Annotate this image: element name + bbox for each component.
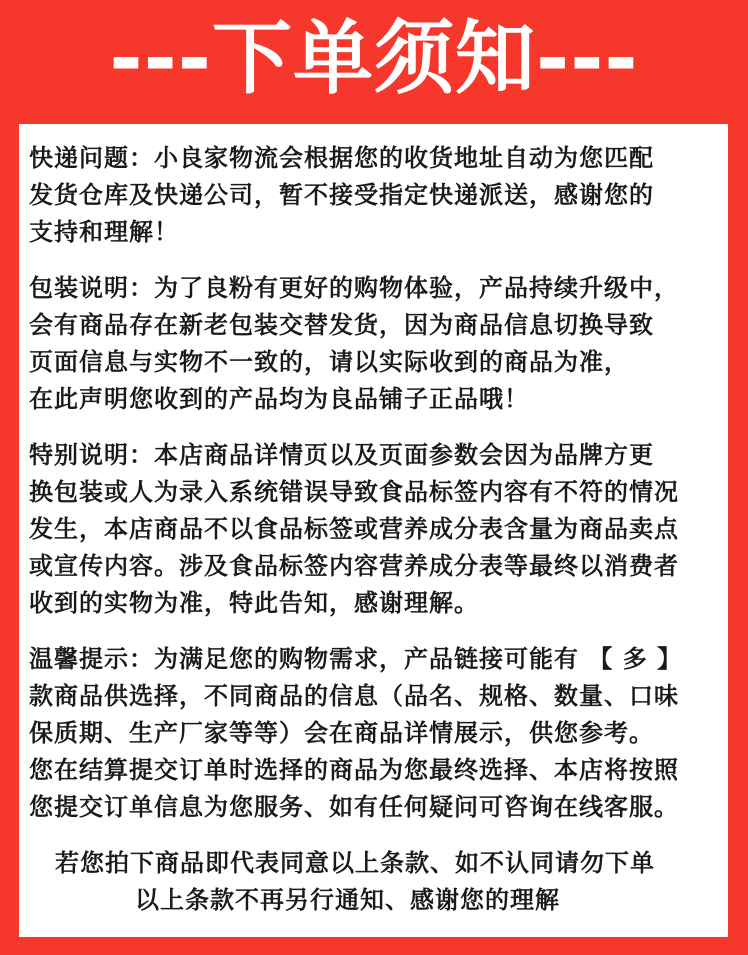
- text-line: 温馨提示：为满足您的购物需求，产品链接可能有 【 多 】: [29, 645, 683, 673]
- text-line: 特别说明：本店商品详情页以及页面参数会因为品牌方更: [29, 441, 654, 469]
- text-line: 在此声明您收到的产品均为良品铺子正品哦！: [29, 385, 529, 413]
- text-line: 支持和理解！: [29, 218, 179, 246]
- text-line: 收到的实物为准，特此告知，感谢理解。: [29, 589, 479, 617]
- text-line: 您提交订单信息为您服务、如有任何疑问可咨询在线客服。: [29, 793, 679, 821]
- text-line: 款商品供选择，不同商品的信息（品名、规格、数量、口味: [29, 682, 679, 710]
- text-line: 发生，本店商品不以食品标签或营养成分表含量为商品卖点: [29, 515, 679, 543]
- text-line: 会有商品存在新老包装交替发货，因为商品信息切换导致: [29, 311, 654, 339]
- notice-panel: [19, 124, 728, 937]
- section-packaging: [29, 270, 728, 418]
- text-line: 保质期、生产厂家等等）会在商品详情展示，供您参考。: [29, 719, 654, 747]
- section-shipping: [29, 140, 728, 251]
- section-tips: [29, 641, 728, 826]
- section-special-note: [29, 437, 728, 622]
- footer-line: 若您拍下商品即代表同意以上条款、如不认同请勿下单: [55, 849, 655, 877]
- text-line: 换包装或人为录入系统错误导致食品标签内容有不符的情况: [29, 478, 679, 506]
- text-line: 发货仓库及快递公司，暂不接受指定快递派送，感谢您的: [29, 181, 654, 209]
- page-title: ---下单须知---: [109, 12, 639, 105]
- footer-line: 以上条款不再另行通知、感谢您的理解: [135, 886, 560, 914]
- text-line: 快递问题：小良家物流会根据您的收货地址自动为您匹配: [29, 144, 654, 172]
- text-line: 或宣传内容。涉及食品标签内容营养成分表等最终以消费者: [29, 552, 679, 580]
- text-line: 您在结算提交订单时选择的商品为您最终选择、本店将按照: [29, 756, 679, 784]
- text-line: 包装说明：为了良粉有更好的购物体验，产品持续升级中，: [29, 274, 679, 302]
- footer-statement: [29, 845, 728, 919]
- text-line: 页面信息与实物不一致的，请以实际收到的商品为准，: [29, 348, 629, 376]
